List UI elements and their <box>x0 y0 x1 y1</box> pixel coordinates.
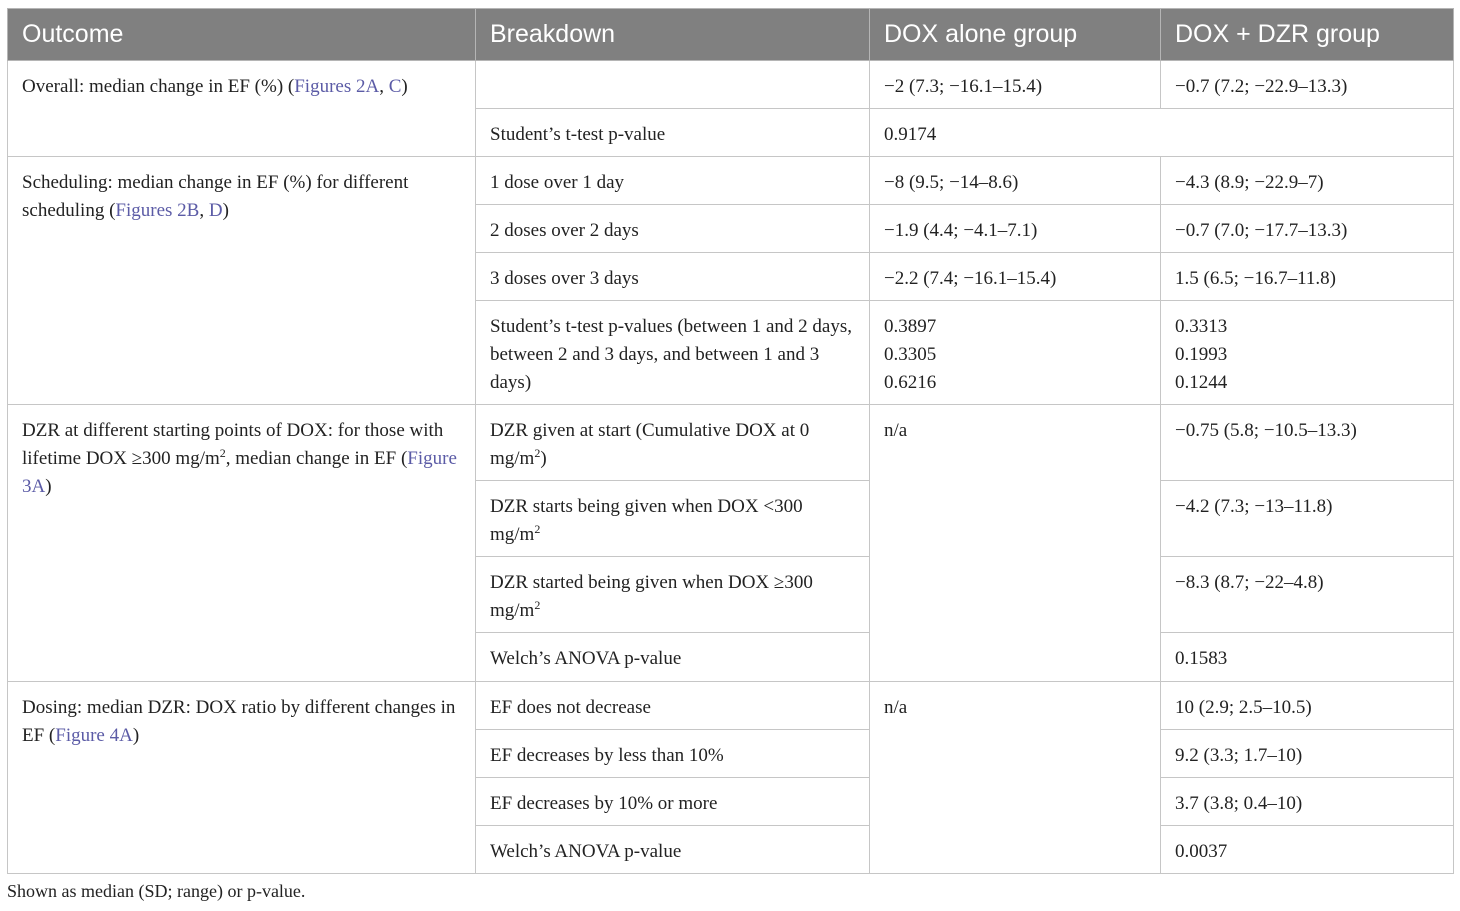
breakdown-cell: EF does not decrease <box>476 682 870 730</box>
pvalue-line: 0.6216 <box>884 372 937 393</box>
breakdown-cell <box>476 405 870 481</box>
breakdown-text: DZR starts being given when DOX <300 mg/m <box>490 496 803 545</box>
pvalue-line: 0.3313 <box>1175 316 1228 337</box>
outcome-text: , median change in EF ( <box>225 448 408 469</box>
pvalue-line: 0.3305 <box>884 344 937 365</box>
table-footnote: Shown as median (SD; range) or p-value. <box>7 881 306 901</box>
header-breakdown: Breakdown <box>476 9 870 61</box>
results-table <box>7 8 1454 874</box>
outcome-text: DZR at different starting points of DOX: for those with lifetime DOX ≥300 mg/m <box>22 420 444 469</box>
pvalue-line: 0.1993 <box>1175 344 1228 365</box>
close-paren: ) <box>45 476 52 497</box>
table-row <box>8 682 1454 730</box>
superscript: 2 <box>534 522 541 536</box>
breakdown-cell: Student’s t-test p-values (between 1 and 2 days, between 2 and 3 days, and between 1 and 3 days) <box>476 301 870 405</box>
dox-dzr-cell: 1.5 (6.5; −16.7–11.8) <box>1161 253 1454 301</box>
dox-dzr-cell: 9.2 (3.3; 1.7–10) <box>1161 730 1454 778</box>
outcome-text: Dosing: median DZR: DOX ratio by different changes in EF ( <box>22 697 456 746</box>
dox-dzr-cell: −0.7 (7.2; −22.9–13.3) <box>1161 61 1454 109</box>
outcome-cell-dosing <box>8 682 476 874</box>
dox-alone-cell: n/a <box>870 682 1161 874</box>
separator-text: , <box>379 76 389 97</box>
breakdown-cell: Student’s t-test p-value <box>476 109 870 157</box>
separator-text: , <box>199 200 209 221</box>
dox-dzr-cell <box>1161 301 1454 405</box>
table-row <box>8 61 1454 109</box>
breakdown-cell: Welch’s ANOVA p-value <box>476 826 870 874</box>
figure-link[interactable]: Figure 3A <box>22 448 457 497</box>
dox-alone-cell: n/a <box>870 405 1161 682</box>
dox-dzr-cell: −4.3 (8.9; −22.9–7) <box>1161 157 1454 205</box>
dox-dzr-cell: 3.7 (3.8; 0.4–10) <box>1161 778 1454 826</box>
table-row <box>8 157 1454 205</box>
pvalue-line: 0.3897 <box>884 316 937 337</box>
figure-link[interactable]: C <box>388 76 402 97</box>
dox-alone-cell: −2 (7.3; −16.1–15.4) <box>870 61 1161 109</box>
breakdown-text: DZR started being given when DOX ≥300 mg/m <box>490 572 813 621</box>
dox-alone-cell <box>870 301 1161 405</box>
breakdown-cell: EF decreases by less than 10% <box>476 730 870 778</box>
breakdown-cell <box>476 481 870 557</box>
breakdown-cell: EF decreases by 10% or more <box>476 778 870 826</box>
dox-dzr-cell: −8.3 (8.7; −22–4.8) <box>1161 557 1454 633</box>
superscript: 2 <box>534 446 541 460</box>
dox-dzr-cell: 0.0037 <box>1161 826 1454 874</box>
breakdown-cell <box>476 61 870 109</box>
figure-link[interactable]: Figures 2B <box>115 200 200 221</box>
header-dox-dzr: DOX + DZR group <box>1161 9 1454 61</box>
breakdown-cell: 1 dose over 1 day <box>476 157 870 205</box>
dox-alone-cell: −2.2 (7.4; −16.1–15.4) <box>870 253 1161 301</box>
breakdown-cell: 2 doses over 2 days <box>476 205 870 253</box>
figure-link[interactable]: D <box>208 200 223 221</box>
dox-dzr-cell: −4.2 (7.3; −13–11.8) <box>1161 481 1454 557</box>
breakdown-tail: ) <box>540 448 547 469</box>
superscript: 2 <box>534 598 541 612</box>
dox-alone-cell: −1.9 (4.4; −4.1–7.1) <box>870 205 1161 253</box>
breakdown-cell <box>476 557 870 633</box>
dox-dzr-cell: 10 (2.9; 2.5–10.5) <box>1161 682 1454 730</box>
close-paren: ) <box>222 200 229 221</box>
outcome-text: Overall: median change in EF (%) ( <box>22 76 295 97</box>
breakdown-cell: 3 doses over 3 days <box>476 253 870 301</box>
breakdown-cell: Welch’s ANOVA p-value <box>476 633 870 682</box>
header-row <box>8 9 1454 61</box>
breakdown-text: DZR given at start (Cumulative DOX at 0 mg/m <box>490 420 810 469</box>
dox-dzr-cell: 0.1583 <box>1161 633 1454 682</box>
figure-link[interactable]: Figure 4A <box>55 725 133 746</box>
outcome-cell-overall <box>8 61 476 157</box>
outcome-cell-scheduling <box>8 157 476 405</box>
close-paren: ) <box>132 725 140 746</box>
dox-alone-cell: −8 (9.5; −14–8.6) <box>870 157 1161 205</box>
outcome-cell-dzr-start <box>8 405 476 682</box>
header-dox-alone: DOX alone group <box>870 9 1161 61</box>
header-outcome: Outcome <box>8 9 476 61</box>
pvalue-cell: 0.9174 <box>870 109 1454 157</box>
outcome-text: Scheduling: median change in EF (%) for different scheduling ( <box>22 172 409 221</box>
close-paren: ) <box>401 76 408 97</box>
table-row <box>8 405 1454 481</box>
dox-dzr-cell: −0.7 (7.0; −17.7–13.3) <box>1161 205 1454 253</box>
dox-dzr-cell: −0.75 (5.8; −10.5–13.3) <box>1161 405 1454 481</box>
pvalue-line: 0.1244 <box>1175 372 1228 393</box>
superscript: 2 <box>219 446 226 460</box>
figure-link[interactable]: Figures 2A <box>294 76 380 97</box>
